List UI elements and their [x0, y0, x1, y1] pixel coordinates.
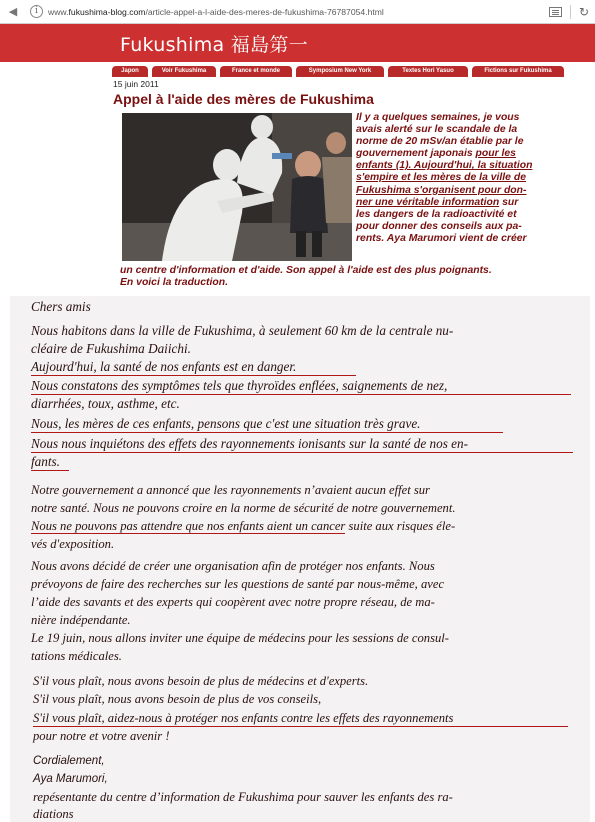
tab-fictions-sur-fukushima[interactable]: Fictions sur Fukushima: [472, 66, 564, 77]
letter-line: S'il vous plaît, aidez-nous à protéger nos enfants contre les effets des rayonnements: [33, 711, 454, 725]
letter-line: l’aide des savants et des experts qui coopèrent avec notre propre réseau, de ma-: [31, 595, 435, 609]
article-title[interactable]: Appel à l'aide des mères de Fukushima: [113, 91, 374, 107]
reload-icon[interactable]: ↻: [578, 4, 589, 19]
letter-line: Nous nous inquiétons des effets des rayonnements ionisants sur la santé de nos en-: [31, 436, 468, 451]
letter-line: Aujourd'hui, la santé de nos enfants est en danger.: [31, 359, 297, 374]
letter-line: Nous, les mères de ces enfants, pensons que c'est une situation très grave.: [31, 416, 421, 431]
blog-header: [0, 24, 595, 62]
intro-text: gouvernement japonais: [356, 148, 473, 160]
intro-line: Il y a quelques semaines, je vous: [356, 112, 520, 123]
article-intro-continued: [120, 265, 570, 289]
letter-closing: Cordialement,: [33, 755, 105, 767]
intro-line: [356, 197, 566, 209]
url-path: /article-appel-a-l-aide-des-meres-de-fukushima-76787054.html: [145, 6, 384, 17]
site-info-icon[interactable]: i: [30, 5, 43, 18]
intro-text: sur: [502, 196, 519, 208]
letter-line: repésentante du centre d’information de Fukushima pour sauver les enfants des ra-: [33, 790, 453, 804]
intro-line: les dangers de la radioactivité et: [356, 208, 517, 220]
letter-line: nière indépendante.: [31, 613, 131, 627]
letter-line: Nous habitons dans la ville de Fukushima, à seulement 60 km de la centrale nu-: [31, 323, 454, 338]
intro-line: [356, 148, 566, 160]
letter-text: suite aux risques éle-: [345, 519, 456, 533]
blog-menu: [112, 66, 572, 77]
letter-line: S'il vous plaît, nous avons besoin de plus de vos conseils,: [33, 692, 322, 706]
letter-line: prévoyons de faire des recherches sur les questions de santé par nous-même, avec: [31, 577, 445, 591]
letter-line: Nous avons décidé de créer une organisation afin de protéger nos enfants. Nous: [31, 559, 435, 573]
intro-line: avais alerté sur le scandale de la: [356, 124, 518, 136]
tab-france-et-monde[interactable]: France et monde: [220, 66, 292, 77]
tab-voir-fukushima[interactable]: Voir Fukushima: [152, 66, 216, 77]
blog-title[interactable]: Fukushima 福島第一: [120, 33, 309, 56]
tab-textes-hori-yasuo[interactable]: Textes Hori Yasuo: [388, 66, 468, 77]
intro-line: un centre d'information et d'aide. Son appel à l'aide est des plus poignants.: [120, 265, 492, 276]
article-date: 15 juin 2011: [113, 79, 159, 89]
underline-mark: [31, 375, 356, 376]
tab-japon[interactable]: Japon: [112, 66, 148, 77]
underline-mark: [31, 432, 503, 433]
letter-line: Nous constatons des symptômes tels que thyroïdes enflées, saignements de nez,: [31, 378, 448, 393]
underline-mark: [31, 470, 69, 471]
address-bar-actions: [549, 5, 589, 19]
underline-mark: [31, 452, 573, 453]
letter-line: Le 19 juin, nous allons inviter une équipe de médecins pour les sessions de consul-: [31, 631, 449, 645]
tab-symposium-new-york[interactable]: Symposium New York: [296, 66, 384, 77]
article-photo: [122, 113, 352, 261]
intro-link[interactable]: s'empire et les mères de la ville de: [356, 172, 526, 184]
letter-line: [31, 517, 455, 535]
letter-line: S'il vous plaît, nous avons besoin de plus de médecins et d'experts.: [33, 674, 369, 688]
underlined-text: Nous ne pouvons pas attendre que nos enfants aient un cancer: [31, 519, 346, 533]
letter-line: cléaire de Fukushima Daiichi.: [31, 341, 191, 356]
address-bar-divider: [570, 5, 571, 19]
reader-view-icon[interactable]: [549, 7, 562, 17]
intro-line: En voici la traduction.: [120, 277, 228, 289]
intro-line: pour donner des conseils aux pa-: [356, 220, 522, 232]
browser-address-bar: [0, 0, 595, 24]
letter-signature: Aya Marumori,: [33, 773, 108, 785]
url-prefix: www.: [48, 6, 69, 17]
letter-line: fants.: [31, 454, 60, 469]
url-field[interactable]: [48, 7, 384, 17]
article-intro: [356, 112, 566, 245]
letter-greeting: Chers amis: [31, 299, 91, 314]
intro-line: rents. Aya Marumori vient de créer: [356, 232, 527, 244]
letter-line: vés d'exposition.: [31, 537, 115, 551]
photo-illustration: [122, 113, 352, 261]
letter-line: notre santé. Nous ne pouvons croire en la norme de sécurité de notre gouvernement.: [31, 501, 456, 515]
letter-line: diations: [33, 807, 74, 821]
letter-line: pour notre et votre avenir !: [33, 729, 170, 743]
letter-line: diarrhées, toux, asthme, etc.: [31, 396, 180, 411]
intro-link[interactable]: enfants (1). Aujourd'hui, la situation: [356, 160, 533, 172]
letter-line: tations médicales.: [31, 649, 122, 663]
url-domain: fukushima-blog.com: [68, 6, 146, 17]
intro-link[interactable]: ner une véritable information: [356, 196, 500, 208]
intro-link[interactable]: Fukushima s'organisent pour don-: [356, 184, 527, 196]
letter-line: Notre gouvernement a annoncé que les rayonnements n’avaient aucun effet sur: [31, 483, 430, 497]
back-arrow-icon[interactable]: ◀: [8, 4, 18, 18]
intro-link[interactable]: pour les: [475, 148, 516, 160]
intro-line: norme de 20 mSv/an établie par le: [356, 136, 524, 148]
